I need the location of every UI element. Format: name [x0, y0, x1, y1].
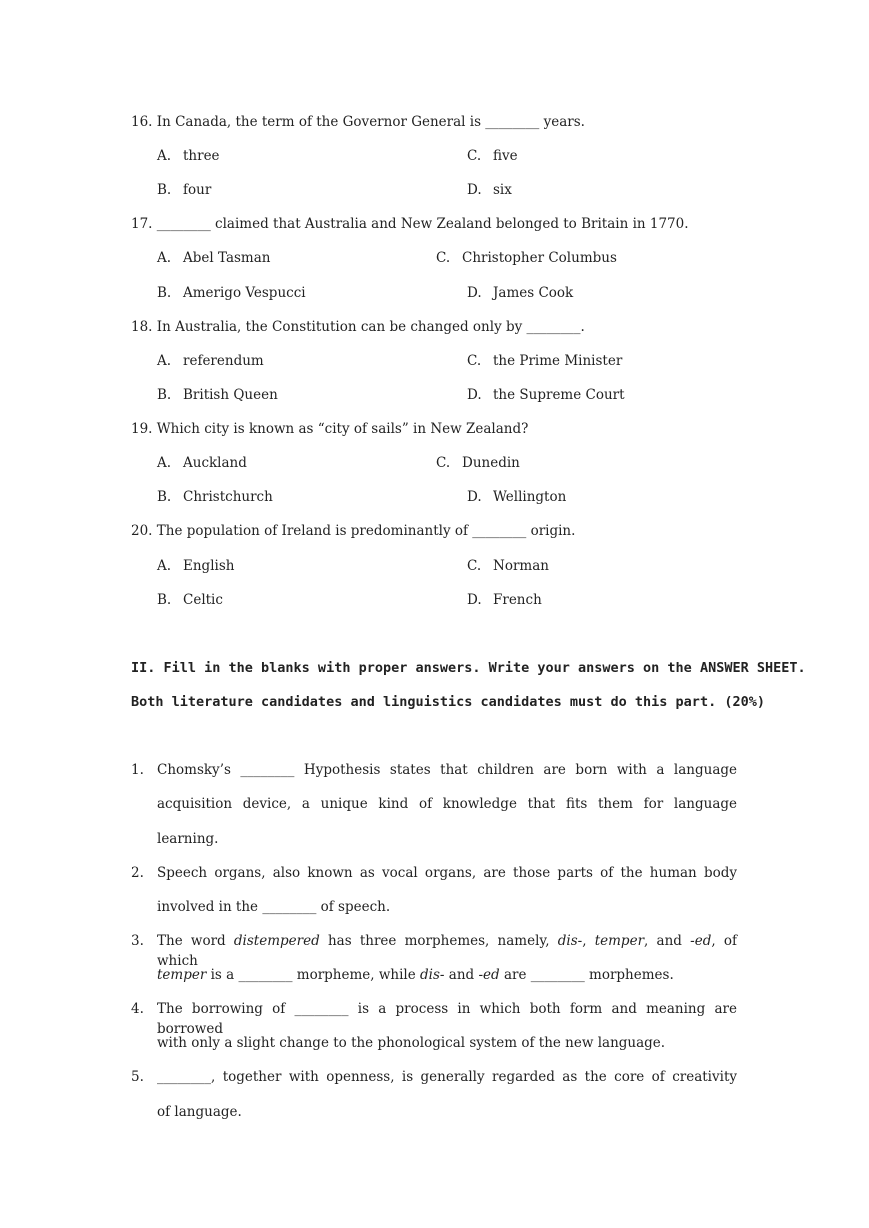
- option-19b: B. Christchurch: [157, 489, 273, 505]
- fill-item-2-line-2: involved in the ________ of speech.: [157, 899, 391, 915]
- section-2-heading: II. Fill in the blanks with proper answers. Write your answers on the ANSWER SHEET.: [131, 660, 806, 676]
- option-18d: D. the Supreme Court: [467, 387, 625, 403]
- option-18c: C. the Prime Minister: [467, 353, 623, 369]
- fill-item-1-line-3: learning.: [157, 831, 219, 847]
- question-20-stem: 20. The population of Ireland is predominantly of ________ origin.: [131, 523, 576, 539]
- fill-item-1-line-2: acquisition device, a unique kind of knowledge that fits them for language: [157, 796, 737, 812]
- question-16-stem: 16. In Canada, the term of the Governor General is ________ years.: [131, 114, 585, 130]
- option-16a: A. three: [157, 148, 220, 164]
- option-17c: C. Christopher Columbus: [436, 250, 617, 266]
- fill-item-2-line-1: Speech organs, also known as vocal organs, are those parts of the human body: [157, 865, 737, 881]
- fill-item-4-number: 4.: [131, 1001, 144, 1017]
- fill-item-5-line-1: ________, together with openness, is generally regarded as the core of creativity: [157, 1069, 737, 1085]
- question-17-stem: 17. ________ claimed that Australia and New Zealand belonged to Britain in 1770.: [131, 216, 689, 232]
- question-18-stem: 18. In Australia, the Constitution can be changed only by ________.: [131, 319, 585, 335]
- option-20a: A. English: [157, 558, 235, 574]
- option-20c: C. Norman: [467, 558, 549, 574]
- option-17b: B. Amerigo Vespucci: [157, 285, 306, 301]
- option-17a: A. Abel Tasman: [157, 250, 271, 266]
- fill-item-5-line-2: of language.: [157, 1104, 242, 1120]
- option-18a: A. referendum: [157, 353, 264, 369]
- fill-item-4-line-2: with only a slight change to the phonological system of the new language.: [157, 1035, 666, 1051]
- fill-item-1-number: 1.: [131, 762, 144, 778]
- option-19c: C. Dunedin: [436, 455, 520, 471]
- option-19a: A. Auckland: [157, 455, 247, 471]
- fill-item-1-line-1: Chomsky’s ________ Hypothesis states that children are born with a language: [157, 762, 737, 778]
- question-19-stem: 19. Which city is known as “city of sails” in New Zealand?: [131, 421, 529, 437]
- option-16c: C. five: [467, 148, 518, 164]
- option-20d: D. French: [467, 592, 542, 608]
- option-16d: D. six: [467, 182, 512, 198]
- fill-item-5-number: 5.: [131, 1069, 144, 1085]
- fill-item-3-line-2: temper is a ________ morpheme, while dis- and -ed are ________ morphemes.: [157, 967, 674, 983]
- option-20b: B. Celtic: [157, 592, 223, 608]
- fill-item-2-number: 2.: [131, 865, 144, 881]
- fill-item-3-line-1: The word distempered has three morphemes, namely, dis-, temper, and -ed, of which: [157, 933, 737, 969]
- fill-item-3-number: 3.: [131, 933, 144, 949]
- fill-item-4-line-1: The borrowing of ________ is a process in which both form and meaning are borrowed: [157, 1001, 737, 1037]
- option-16b: B. four: [157, 182, 212, 198]
- option-17d: D. James Cook: [467, 285, 574, 301]
- section-2-instructions: Both literature candidates and linguistics candidates must do this part. (20%): [131, 694, 765, 710]
- option-18b: B. British Queen: [157, 387, 278, 403]
- option-19d: D. Wellington: [467, 489, 567, 505]
